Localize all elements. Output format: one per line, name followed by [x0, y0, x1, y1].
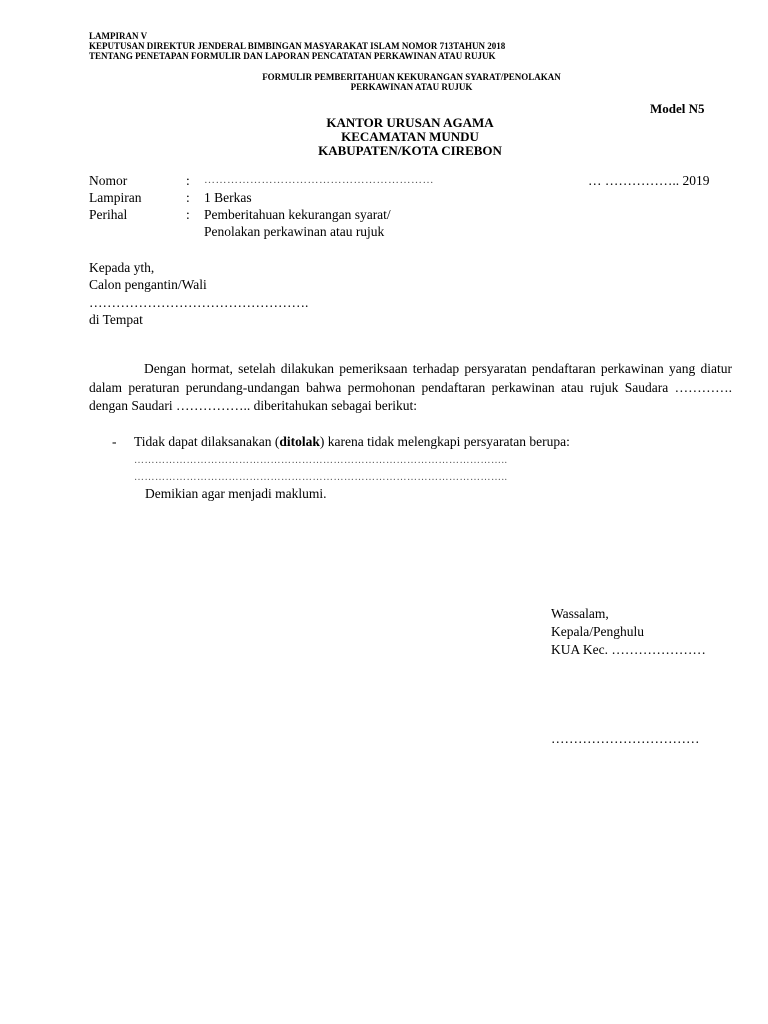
- lampiran-value: 1 Berkas: [204, 190, 252, 205]
- list-item-post: ) karena tidak melengkapi persyaratan berupa:: [319, 434, 570, 449]
- lampiran-line2: KEPUTUSAN DIREKTUR JENDERAL BIMBINGAN MASYARAKAT ISLAM NOMOR 713TAHUN 2018: [89, 41, 506, 51]
- office-line1: KANTOR URUSAN AGAMA: [326, 115, 494, 130]
- list-item-text: [134, 433, 570, 450]
- lampiran-line1: LAMPIRAN V: [89, 31, 148, 41]
- recipient-line2: Calon pengantin/Wali: [89, 277, 207, 292]
- office-line3: KABUPATEN/KOTA CIREBON: [318, 143, 502, 158]
- office-line2: KECAMATAN MUNDU: [341, 129, 479, 144]
- list-item-bold: ditolak: [279, 434, 320, 449]
- nomor-label: Nomor: [89, 173, 128, 188]
- perihal-label: Perihal: [89, 207, 128, 222]
- form-title-line2: PERKAWINAN ATAU RUJUK: [350, 82, 473, 92]
- body-paragraph: [89, 360, 732, 416]
- signature-name-dots: ……………………………: [551, 731, 700, 746]
- lampiran-label: Lampiran: [89, 190, 142, 205]
- signature-greeting: Wassalam,: [551, 606, 609, 621]
- closing-text: Demikian agar menjadi maklumi.: [145, 486, 327, 501]
- nomor-value: ……………………………………………………: [204, 174, 434, 186]
- letter-date: … …………….. 2019: [588, 173, 710, 188]
- perihal-line2: Penolakan perkawinan atau rujuk: [204, 224, 385, 239]
- perihal-colon: :: [186, 207, 190, 222]
- list-item-pre: Tidak dapat dilaksanakan (: [134, 434, 280, 449]
- model-label: Model N5: [650, 101, 705, 116]
- lampiran-colon: :: [186, 190, 190, 205]
- recipient-line4: di Tempat: [89, 312, 143, 327]
- recipient-name-dots: ………………………………………….: [89, 295, 309, 310]
- nomor-colon: :: [186, 173, 190, 188]
- requirements-dots-2: ……………………………………………………………………………………………..: [134, 472, 508, 483]
- form-title-line1: FORMULIR PEMBERITAHUAN KEKURANGAN SYARAT/PENOLAKAN: [262, 72, 561, 82]
- list-bullet: -: [112, 434, 117, 449]
- requirements-dots-1: ……………………………………………………………………………………………..: [134, 455, 508, 466]
- signature-office: KUA Kec. …………………: [551, 642, 706, 657]
- lampiran-line3: TENTANG PENETAPAN FORMULIR DAN LAPORAN PENCATATAN PERKAWINAN ATAU RUJUK: [89, 51, 496, 61]
- recipient-line1: Kepada yth,: [89, 260, 155, 275]
- signature-title: Kepala/Penghulu: [551, 624, 644, 639]
- body-paragraph-text: Dengan hormat, setelah dilakukan pemeriksaan terhadap persyaratan pendaftaran perkawinan yang diatur dalam peraturan perundang-undangan bahwa permohonan pendaftaran perkawinan atau rujuk Saudara …………. dengan Saudari …………….. diberitahukan sebagai berikut:: [89, 361, 732, 413]
- perihal-line1: Pemberitahuan kekurangan syarat/: [204, 207, 391, 222]
